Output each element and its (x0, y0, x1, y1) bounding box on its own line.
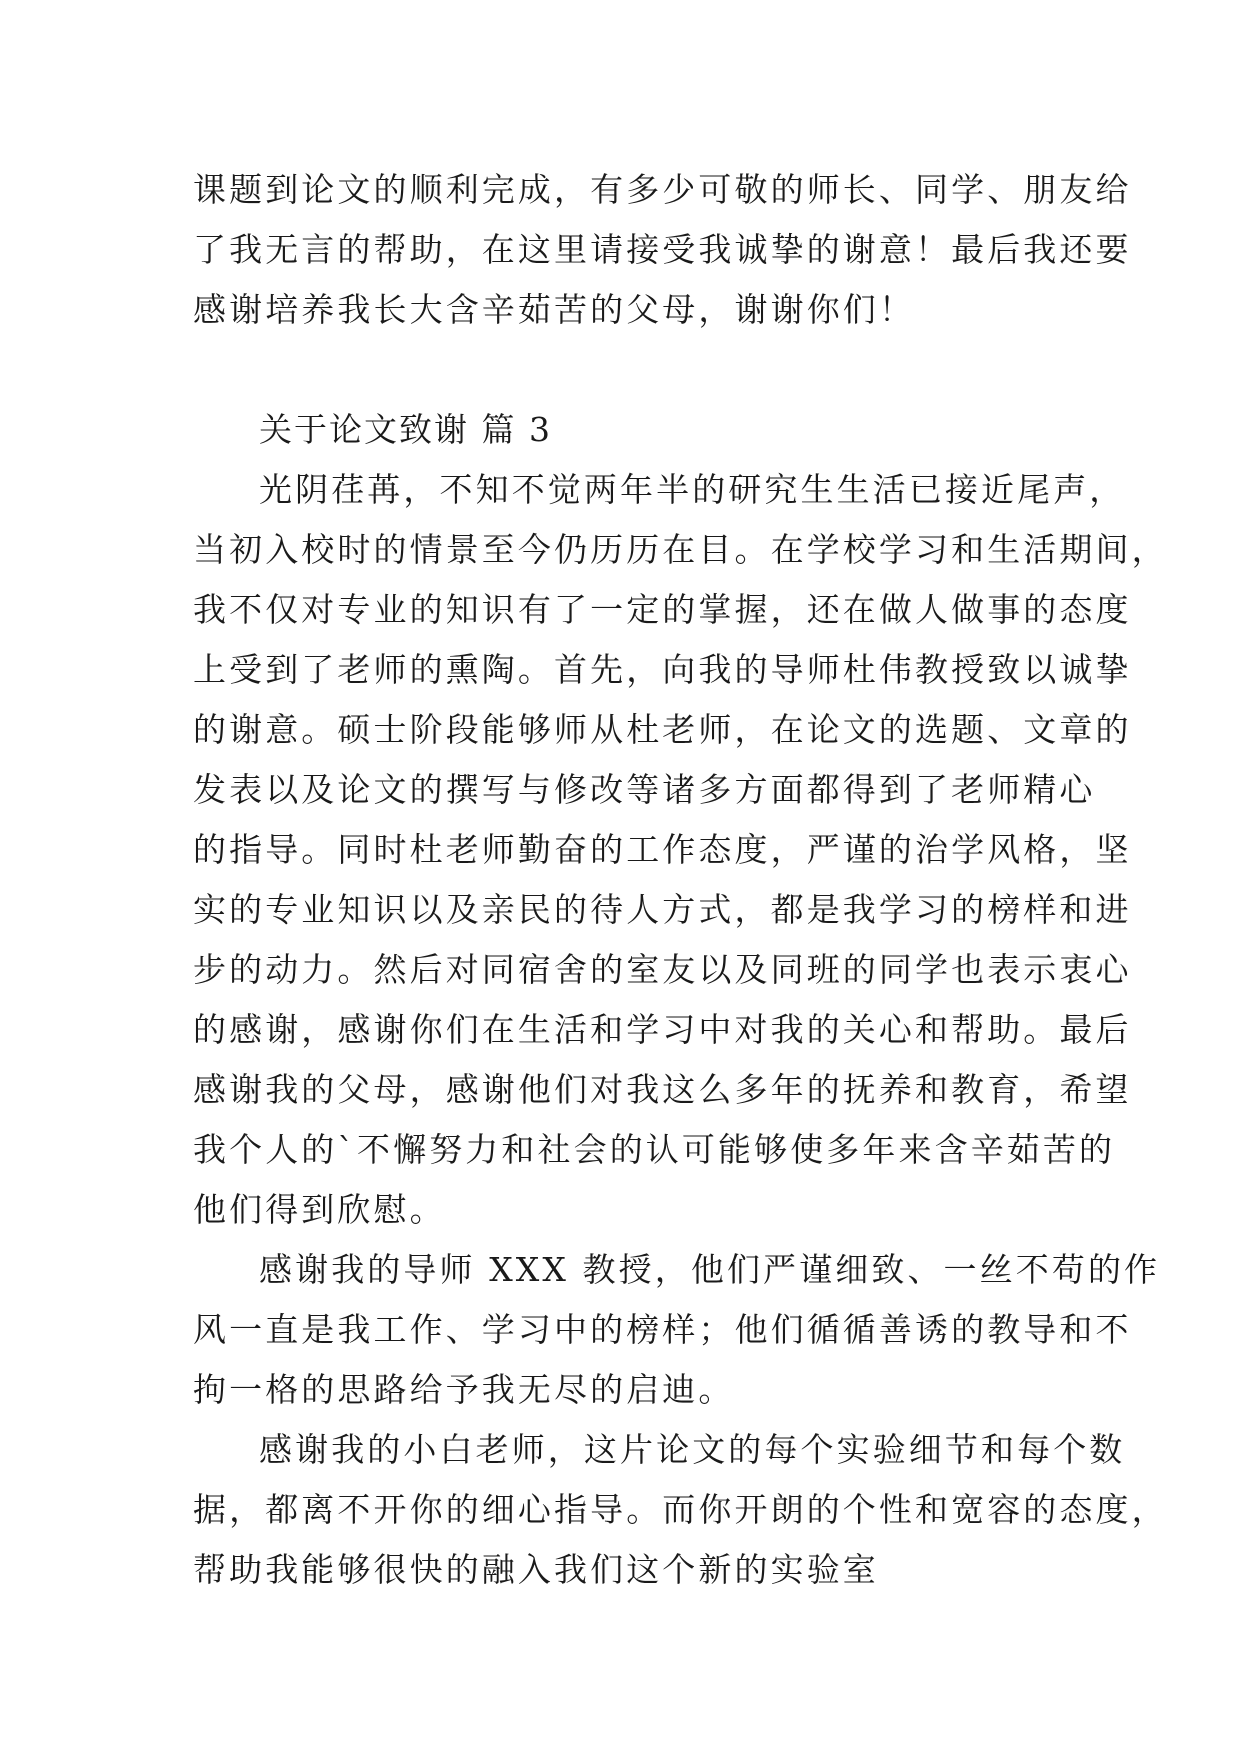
text-line: 的谢意。硕士阶段能够师从杜老师，在论文的选题、文章的 (193, 710, 1132, 749)
paragraph-2 (193, 1240, 1161, 1420)
text-line: 风一直是我工作、学习中的榜样；他们循循善诱的教导和不 (193, 1310, 1132, 1349)
text-line: 当初入校时的情景至今仍历历在目。在学校学习和生活期间， (193, 530, 1168, 569)
text-line: 感谢我的父母，感谢他们对我这么多年的抚养和教育，希望 (193, 1070, 1132, 1109)
text-line: 感谢培养我长大含辛茹苦的父母，谢谢你们！ (193, 290, 915, 329)
text-line: 拘一格的思路给予我无尽的启迪。 (193, 1370, 735, 1409)
top-paragraph (193, 160, 1132, 340)
text-line: 了我无言的帮助，在这里请接受我诚挚的谢意！最后我还要 (193, 230, 1132, 269)
text-line: 我不仅对专业的知识有了一定的掌握，还在做人做事的态度 (193, 590, 1132, 629)
paragraph-3 (193, 1420, 1168, 1600)
text-line: 步的动力。然后对同宿舍的室友以及同班的同学也表示衷心 (193, 950, 1132, 989)
text-line: 的指导。同时杜老师勤奋的工作态度，严谨的治学风格，坚 (193, 830, 1132, 869)
text-line: 上受到了老师的熏陶。首先，向我的导师杜伟教授致以诚挚 (193, 650, 1132, 689)
text-line: 据，都离不开你的细心指导。而你开朗的个性和宽容的态度， (193, 1490, 1168, 1529)
text-line: 他们得到欣慰。 (193, 1190, 446, 1229)
section-heading: 关于论文致谢 篇 3 (259, 410, 552, 449)
text-line: 的感谢，感谢你们在生活和学习中对我的关心和帮助。最后 (193, 1010, 1132, 1049)
text-line: 实的专业知识以及亲民的待人方式，都是我学习的榜样和进 (193, 890, 1132, 929)
text-line: 感谢我的导师 XXX 教授，他们严谨细致、一丝不苟的作 (259, 1250, 1161, 1289)
document-page (193, 160, 1168, 1600)
text-line: 课题到论文的顺利完成，有多少可敬的师长、同学、朋友给 (193, 170, 1132, 209)
paragraph-1 (193, 460, 1168, 1240)
text-line: 感谢我的小白老师，这片论文的每个实验细节和每个数 (259, 1430, 1126, 1469)
text-line: 帮助我能够很快的融入我们这个新的实验室 (193, 1550, 879, 1589)
text-line: 光阴荏苒，不知不觉两年半的研究生生活已接近尾声， (259, 470, 1126, 509)
text-line: 我个人的`不懈努力和社会的认可能够使多年来含辛茹苦的 (193, 1130, 1116, 1169)
text-line: 发表以及论文的撰写与修改等诸多方面都得到了老师精心 (193, 770, 1096, 809)
